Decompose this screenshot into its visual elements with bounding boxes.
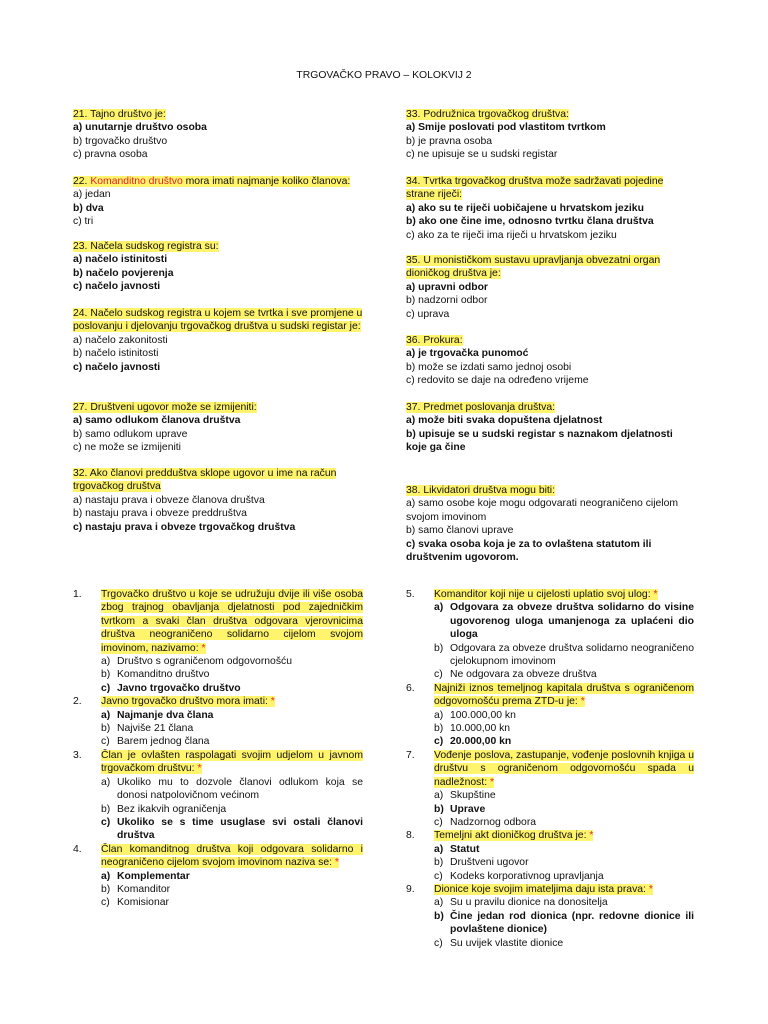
option: a) načelo zakonitosti <box>73 334 168 346</box>
option: c) načelo javnosti <box>73 361 161 373</box>
option-text: Bez ikakvih ograničenja <box>117 803 227 815</box>
question-9 <box>406 883 694 896</box>
question-text: 27. Društveni ugovor može se izmijeniti: <box>73 402 257 413</box>
question-3 <box>73 749 363 776</box>
option: c) tri <box>73 216 94 228</box>
required-star: * <box>487 776 495 788</box>
option-letter: a) <box>434 790 444 802</box>
option-text: Statut <box>450 843 480 855</box>
option <box>73 668 363 681</box>
question-text: Komanditor koji nije u cijelosti uplatio svoj ulog: <box>434 589 651 600</box>
option-letter: c) <box>434 736 444 748</box>
option <box>73 722 363 735</box>
option-letter: b) <box>101 669 111 681</box>
option <box>73 803 363 816</box>
question-text: Član komanditnog društva koji odgovara solidarno i neograničeno cijelom svojom imovinom naziva se: <box>101 843 363 869</box>
question-text: 33. Podružnica trgovačkog društva: <box>406 109 569 120</box>
question-36 <box>406 334 698 388</box>
option <box>73 709 363 722</box>
option <box>73 735 363 748</box>
question-text: 37. Predmet poslovanja društva: <box>406 402 556 413</box>
question-32 <box>73 467 358 534</box>
option-text: Uprave <box>450 803 486 815</box>
option <box>406 937 694 950</box>
question-number: 1. <box>73 589 82 600</box>
option: c) načelo javnosti <box>73 281 161 293</box>
question-number: 8. <box>406 830 415 842</box>
required-star: * <box>577 696 585 708</box>
option: a) Smije poslovati pod vlastitom tvrtkom <box>406 122 606 134</box>
option-letter: a) <box>101 709 111 721</box>
option: c) ako za te riječi ima riječi u hrvatskom jeziku <box>406 229 617 241</box>
option-letter: b) <box>434 723 444 735</box>
option-letter: c) <box>434 937 443 949</box>
option: b) samo odlukom uprave <box>73 428 188 440</box>
numbered-list-left <box>73 588 363 910</box>
page-title: TRGOVAČKO PRAVO – KOLOKVIJ 2 <box>296 70 472 81</box>
option <box>73 776 363 803</box>
option <box>73 816 363 843</box>
required-star: * <box>332 857 339 869</box>
question-text: Najniži iznos temeljnog kapitala društva s ograničenom odgovornošću prema ZTD-u je: <box>434 682 694 708</box>
question-5 <box>406 588 694 601</box>
option-text: Barem jednog člana <box>117 736 210 748</box>
option-text: 20.000,00 kn <box>450 736 512 748</box>
option: c) uprava <box>406 308 450 320</box>
option: b) trgovačko društvo <box>73 135 168 147</box>
option <box>406 735 694 748</box>
option <box>406 843 694 856</box>
option <box>406 709 694 722</box>
option-text: Odgovara za obveze društva solidarno neograničeno cjelokupnom imovinom <box>450 642 694 668</box>
option-letter: a) <box>101 656 111 668</box>
question-number: 4. <box>73 843 82 855</box>
option: a) nastaju prava i obveze članova društva <box>73 494 265 506</box>
option <box>406 789 694 802</box>
question-number: 22. <box>73 176 91 187</box>
question-8 <box>406 829 694 842</box>
question-21 <box>73 108 365 162</box>
option <box>73 655 363 668</box>
option: a) može biti svaka dopuštena djelatnost <box>406 415 603 427</box>
option: c) ne može se izmijeniti <box>73 442 181 454</box>
required-star: * <box>194 763 202 775</box>
option <box>406 910 694 937</box>
option <box>73 883 363 896</box>
question-7 <box>406 749 694 789</box>
option: a) ako su te riječi uobičajene u hrvatskom jeziku <box>406 202 644 214</box>
option-text: Najviše 21 člana <box>117 723 194 735</box>
question-34 <box>406 175 691 242</box>
option: a) načelo istinitosti <box>73 254 168 266</box>
question-37 <box>406 401 691 455</box>
question-text: 21. Tajno društvo je: <box>73 109 166 120</box>
option: b) načelo istinitosti <box>73 348 159 360</box>
option: c) nastaju prava i obveze trgovačkog društva <box>73 521 296 533</box>
option <box>406 816 694 829</box>
option-text: Ukoliko se s time usuglase svi ostali članovi društva <box>117 816 363 842</box>
option-text: Odgovara za obveze društva solidarno do visine ugovorenog uloga umanjenoga za uplaćeni dio uloga <box>450 602 694 641</box>
option-text: Komanditno društvo <box>117 669 210 681</box>
question-text: Vođenje poslova, zastupanje, vođenje poslovnih knjiga u društvu s ograničenom odgovornošću spada u nadležnost: <box>434 749 694 788</box>
question-text: Javno trgovačko društvo mora imati: <box>101 696 268 708</box>
option: a) je trgovačka punomoć <box>406 348 529 360</box>
option-letter: b) <box>434 910 444 922</box>
option-letter: c) <box>434 870 443 882</box>
question-35 <box>406 254 691 321</box>
option: b) samo članovi uprave <box>406 525 514 537</box>
option-text: Ukoliko mu to dozvole članovi odlukom koja se donosi natpolovičnom većinom <box>117 776 363 802</box>
option-text: Ne odgovara za obveze društva <box>450 669 597 681</box>
option-letter: a) <box>434 602 444 614</box>
question-number: 2. <box>73 696 82 708</box>
option-letter: a) <box>101 776 111 788</box>
question-text: 32. Ako članovi predduštva sklope ugovor u ime na račun trgovačkog društva <box>73 468 337 493</box>
option: c) svaka osoba koja je za to ovlaštena statutom ili društvenim ugovorom. <box>406 538 652 564</box>
question-1 <box>73 588 363 655</box>
option <box>406 668 694 681</box>
question-number: 9. <box>406 883 415 895</box>
option-text: Skupštine <box>450 790 496 802</box>
question-27 <box>73 401 365 455</box>
option-letter: c) <box>434 816 443 828</box>
question-6 <box>406 682 694 709</box>
option-text: Najmanje dva člana <box>117 709 214 721</box>
question-23 <box>73 240 365 294</box>
question-number: 5. <box>406 589 415 600</box>
option-letter: c) <box>101 897 110 909</box>
option: c) pravna osoba <box>73 149 148 161</box>
question-33 <box>406 108 698 162</box>
option-letter: a) <box>434 843 444 855</box>
required-star: * <box>267 696 275 708</box>
option: a) upravni odbor <box>406 281 488 293</box>
numbered-list-right <box>406 588 694 950</box>
option-letter: b) <box>434 642 444 654</box>
option-text: Nadzornog odbora <box>450 816 537 828</box>
option: a) samo odlukom članova društva <box>73 415 241 427</box>
option: b) je pravna osoba <box>406 135 493 147</box>
option-letter: c) <box>101 736 110 748</box>
option-letter: c) <box>434 669 443 681</box>
question-text: mora imati najmanje koliko članova: <box>182 176 351 187</box>
option <box>406 870 694 883</box>
option <box>406 803 694 816</box>
question-number: 6. <box>406 682 415 694</box>
question-text: 34. Tvrtka trgovačkog društva može sadržavati pojedine strane riječi: <box>406 176 664 201</box>
question-number: 7. <box>406 749 415 761</box>
option-letter: c) <box>101 816 111 828</box>
option: b) nadzorni odbor <box>406 295 488 307</box>
required-star: * <box>650 589 658 600</box>
option-text: 10.000,00 kn <box>450 723 511 735</box>
question-22 <box>73 175 365 229</box>
option: b) dva <box>73 202 104 214</box>
option <box>73 870 363 883</box>
option <box>73 682 363 695</box>
option-text: Komisionar <box>117 897 169 909</box>
question-4 <box>73 843 363 870</box>
option-text: Komanditor <box>117 883 171 895</box>
option: b) može se izdati samo jednoj osobi <box>406 361 572 373</box>
option <box>406 896 694 909</box>
option: a) unutarnje društvo osoba <box>73 122 207 134</box>
option-text: Su uvijek vlastite dionice <box>450 937 564 949</box>
option-text: Čine jedan rod dionica (npr. redovne dionice ili povlaštene dionice) <box>450 910 694 936</box>
question-24 <box>73 307 363 374</box>
question-text: Temeljni akt dioničkog društva je: <box>434 830 587 842</box>
option-text: Komplementar <box>117 870 190 882</box>
option <box>406 856 694 869</box>
option-letter: c) <box>101 682 111 694</box>
question-red-term: Komanditno društvo <box>90 176 183 187</box>
option: c) redovito se daje na određeno vrijeme <box>406 375 589 387</box>
option <box>406 642 694 669</box>
option-text: Kodeks korporativnog upravljanja <box>450 870 604 882</box>
question-text: 38. Likvidatori društva mogu biti: <box>406 485 556 496</box>
question-text: Član je ovlašten raspolagati svojim udjelom u javnom trgovačkom društvu: <box>101 749 363 775</box>
option-text: Društveni ugovor <box>450 857 529 869</box>
option-letter: b) <box>434 857 444 869</box>
question-38 <box>406 484 691 564</box>
option <box>73 896 363 909</box>
option-text: Su u pravilu dionice na donositelja <box>450 897 608 909</box>
required-star: * <box>586 830 594 842</box>
question-text: 36. Prokura: <box>406 335 463 346</box>
option-letter: b) <box>434 803 444 815</box>
option: a) jedan <box>73 189 111 201</box>
question-text: Trgovačko društvo u koje se udružuju dvije ili više osoba zbog trajnog obavljanja djelatnosti pod zajedničkim tvrtkom a svaki član društva odgovara vjerovnicima društva neograničeno solidarno cijelom svojom imovinom, nazivamo: <box>101 589 363 654</box>
option-text: 100.000,00 kn <box>450 709 516 721</box>
option: b) upisuje se u sudski registar s naznakom djelatnosti koje ga čine <box>406 428 673 454</box>
option-letter: a) <box>101 870 111 882</box>
option <box>406 601 694 641</box>
option: b) ako one čine ime, odnosno tvrtku člana društva <box>406 216 654 228</box>
required-star: * <box>198 642 206 654</box>
question-text: Dionice koje svojim imateljima daju ista prava: <box>434 883 646 895</box>
question-text: 24. Načelo sudskog registra u kojem se tvrtka i sve promjene u poslovanju i djelovanju trgovačkog društva u sudski registar je: <box>73 308 363 333</box>
option-text: Društvo s ograničenom odgovornošću <box>117 656 293 668</box>
required-star: * <box>645 883 653 895</box>
option: c) ne upisuje se u sudski registar <box>406 149 558 161</box>
question-number: 3. <box>73 749 82 761</box>
option-letter: b) <box>101 883 111 895</box>
option: b) nastaju prava i obveze preddruštva <box>73 508 247 520</box>
option-letter: b) <box>101 803 111 815</box>
option <box>406 722 694 735</box>
option-letter: a) <box>434 709 444 721</box>
question-text: 35. U monističkom sustavu upravljanja obvezatni organ dioničkog društva je: <box>406 255 661 280</box>
option-text: Javno trgovačko društvo <box>117 682 241 694</box>
option: a) samo osobe koje mogu odgovarati neograničeno cijelom svojom imovinom <box>406 498 679 523</box>
option-letter: b) <box>101 723 111 735</box>
question-2 <box>73 695 363 708</box>
question-text: 23. Načela sudskog registra su: <box>73 241 219 252</box>
option-letter: a) <box>434 897 444 909</box>
option: b) načelo povjerenja <box>73 267 174 279</box>
